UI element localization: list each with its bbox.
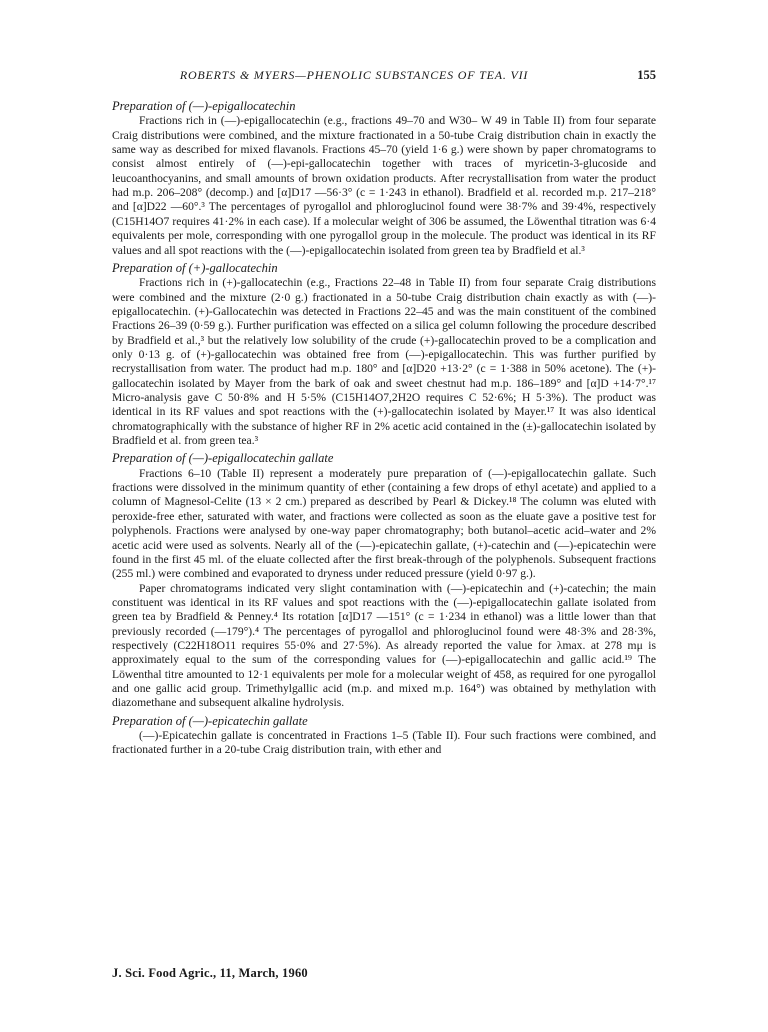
section-heading: Preparation of (—)-epigallocatechin gallate	[112, 451, 334, 466]
running-title: ROBERTS & MYERS—PHENOLIC SUBSTANCES OF TEA. VII	[179, 68, 529, 82]
paragraph: Paper chromatograms indicated very slight contamination with (—)-epicatechin and (+)-catechin; the main constituent was identical in its RF values and spot reactions with the (—)-epigallocatechin gallate isolated from green tea by Bradfield & Penney.⁴ Its rotation [α]D17 —151° (c = 1·234 in ethanol) was a little lower than that previously recorded (—179°).⁴ The percentages of pyrogallol and phloroglucinol found were 48·3% and 28·3%, respectively (C22H18O11 requires 55·0% and 27·5%). As already reported the value for λmax. at 278 mμ is approximately equal to the sum of the corresponding values for (—)-epigallocatechin and gallic acid.¹⁹ The Löwenthal titre amounted to 12·1 equivalents per mole for a molecular weight of 458, as required for one pyrogallol and one gallic acid group. Trimethylgallic acid (m.p. and mixed m.p. 164°) was obtained by methylation with diazomethane and subsequent alkaline hydrolysis.	[112, 581, 656, 710]
section-heading: Preparation of (—)-epigallocatechin	[112, 99, 296, 113]
section-epigallocatechin	[112, 99, 656, 258]
paragraph: Fractions rich in (+)-gallocatechin (e.g., Fractions 22–48 in Table II) from four separate Craig distributions were combined and the mixture (2·0 g.) fractionated in a 50-tube Craig distribution chain exactly as with (—)-epigallocatechin. (+)-Gallocatechin was detected in Fractions 22–45 and was the main constituent of the combined Fractions 26–39 (0·59 g.). Further purification was effected on a silica gel column following the procedure described by Bradfield et al.,³ but the relatively low solubility of the crude (+)-gallocatechin proved to be a complication and only 0·13 g. of (+)-gallocatechin was obtained free from (—)-epigallocatechin. This was further purified by recrystallisation from water. The product had m.p. 180° and [α]D20 +13·2° (c = 1·388 in 50% acetone). The (+)-gallocatechin isolated by Mayer from the bark of oak and sweet chestnut had m.p. 186–189° and [α]D +14·7°.¹⁷ Micro-analysis gave C 50·8% and H 5·5% (C15H14O7,2H2O requires C 52·6%; H 5·3%). The product was identical in its RF values and spot reactions with the (+)-gallocatechin isolated by Mayer.¹⁷ It was also identical chromatographically with the substance of higher RF in 2% acetic acid contained in the (±)-gallocatechin isolated by Bradfield et al. from green tea.³	[112, 276, 656, 448]
running-head	[112, 68, 656, 84]
section-epigallocatechin-gallate	[112, 451, 656, 710]
paragraph: (—)-Epicatechin gallate is concentrated in Fractions 1–5 (Table II). Four such fractions were combined, and fractionated further in a 20-tube Craig distribution train, with ether and	[112, 729, 656, 757]
paragraph: Fractions 6–10 (Table II) represent a moderately pure preparation of (—)-epigallocatechin gallate. Such fractions were dissolved in the minimum quantity of ether (containing a few drops of ethyl acetate) and applied to a column of Magnesol-Celite (13 × 2 cm.) prepared as described by Pearl & Dickey.¹⁸ The column was eluted with peroxide-free ether, saturated with water, and fractions were collected as soon as the eluate gave a positive test for polyphenols. Fractions were analysed by one-way paper chromatography; both butanol–acetic acid–water and 2% acetic acid were used as solvents. Nearly all of the (—)-epicatechin gallate, (+)-catechin and (—)-epicatechin were found in the first 45 ml. of the eluate collected after the first break-through of the polyphenols. Subsequent fractions (255 ml.) were combined and evaporated to dryness under reduced pressure (yield 0·97 g.).	[112, 466, 656, 581]
page-number: 155	[637, 68, 656, 82]
section-heading: Preparation of (+)-gallocatechin	[112, 260, 278, 275]
section-heading: Preparation of (—)-epicatechin gallate	[112, 713, 308, 728]
journal-citation: J. Sci. Food Agric., 11, March, 1960	[112, 966, 308, 980]
paragraph: Fractions rich in (—)-epigallocatechin (e.g., fractions 49–70 and W30– W 49 in Table II) from four separate Craig distributions were combined, and the mixture fractionated in a 50-tube Craig distribution chain in exactly the same way as described for mixed flavanols. Fractions 45–70 (yield 1·6 g.) were shown by paper chromatograms to consist almost entirely of (—)-epi-gallocatechin together with traces of myricetin-3-glucoside and leucoanthocyanins, and small amounts of brown oxidation products. After recrystallisation from water the product had m.p. 206–208° (decomp.) and [α]D17 —56·3° (c = 1·243 in ethanol). Bradfield et al. recorded m.p. 217–218° and [α]D22 —60°.³ The percentages of pyrogallol and phloroglucinol found were 38·7% and 39·4%, respectively (C15H14O7 requires 41·2% in each case). If a molecular weight of 306 be assumed, the Löwenthal titration was 6·4 equivalents per mole, corresponding with one pyrogallol group in the molecule. The product was identical in its RF values and all spot reactions with the (—)-epigallocatechin isolated from green tea by Bradfield et al.³	[112, 114, 656, 257]
section-gallocatechin	[112, 261, 656, 449]
article-body	[112, 96, 656, 758]
section-epicatechin-gallate	[112, 714, 656, 758]
